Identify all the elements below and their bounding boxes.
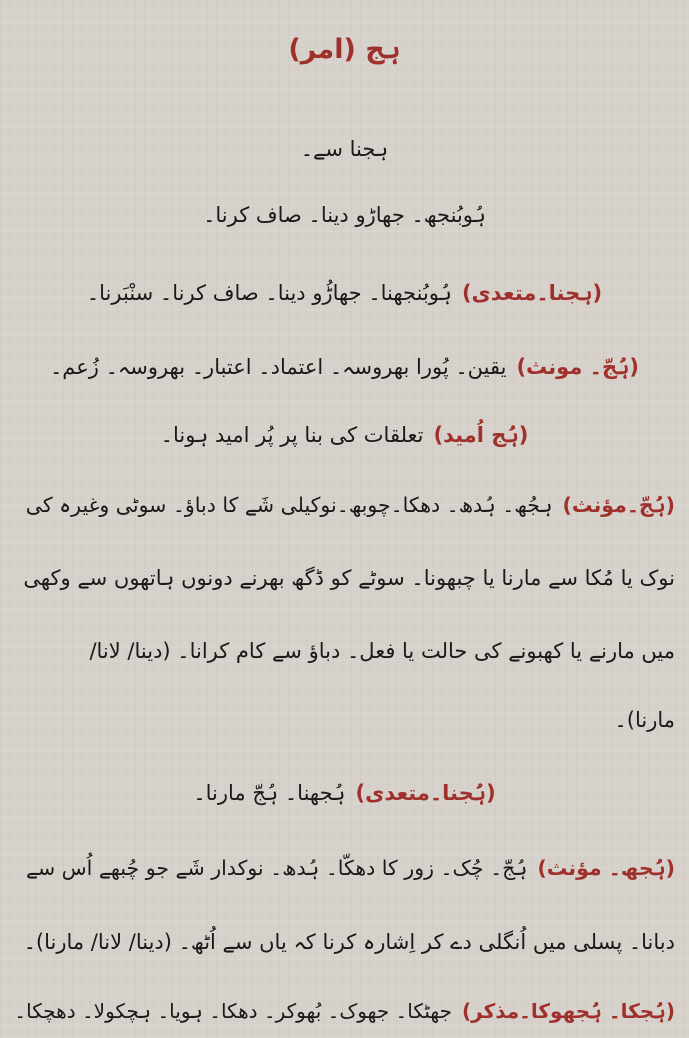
entry-hujh-line1 [14, 853, 675, 883]
entry-hujj-feminine [14, 352, 675, 382]
page-title: ہج (امر) [288, 34, 401, 65]
definition: جھٹکا۔ جھوک۔ بُھوکر۔ دھکا۔ ہویا۔ ہچکولا۔ دھچکا۔ [14, 999, 453, 1023]
entry-hujj-muannas-line1 [14, 490, 675, 520]
headword: (ہجنا۔متعدی) [461, 281, 603, 305]
definition: یقین۔ پُورا بھروسہ۔ اعتماد۔ اعتبار۔ بھروسہ۔ زُعم۔ [49, 355, 507, 379]
entry-hajna-transitive [14, 278, 675, 308]
entry-hujna-transitive [14, 778, 675, 808]
entry-hujka-masculine [14, 996, 675, 1026]
headword: (ہُجّ۔مؤنث) [562, 493, 675, 517]
headword: (ہُجّ۔ مونث) [516, 355, 639, 379]
entry-hujj-muannas-line2: نوک یا مُکا سے مارنا یا چبھونا۔ سوٹے کو ڈگھ بھرنے دونوں ہاتھوں سے وکھی [23, 566, 675, 590]
headword: (ہُجنا۔متعدی) [355, 781, 496, 805]
entry-hujj-muannas-line3: میں مارنے یا کھبونے کی حالت یا فعل۔ دباؤ سے کام کرانا۔ (دینا/ لانا/ [89, 639, 675, 663]
headword: (ہُج اُمید) [433, 423, 529, 447]
definition: ہُجھنا۔ ہُجّ مارنا۔ [193, 781, 346, 805]
definition: تعلقات کی بنا پر پُر امید ہونا۔ [160, 423, 424, 447]
entry-huj-umeed [14, 420, 675, 450]
entry-hujh-line2: دبانا۔ پسلی میں اُنگلی دے کر اِشارہ کرنا کہ یاں سے اُٹھ۔ (دینا/ لانا/ مارنا)۔ [23, 930, 675, 954]
entry-hujna-se: ہجنا سے۔ [300, 137, 389, 161]
definition: ہُوبُنجھنا۔ جھاڑُو دینا۔ صاف کرنا۔ سنْبَرنا۔ [86, 281, 452, 305]
entry-hubunjh: ہُوبُنجھ۔ جھاڑو دینا۔ صاف کرنا۔ [203, 203, 486, 227]
headword: (ہُجکا۔ ہُجھوکا۔مذکر) [462, 999, 675, 1023]
headword: (ہُجھ۔ مؤنث) [537, 856, 675, 880]
definition: ہُجّ۔ چُک۔ زور کا دھکّا۔ ہُدھ۔ نوکدار شَے جو چُبھے اُس سے [25, 856, 528, 880]
definition: ہجُھ۔ ہُدھ۔ دھکا۔چوبھ۔نوکیلی شَے کا دباؤ۔ سوٹی وغیرہ کی [25, 493, 553, 517]
entry-hujj-muannas-line4: مارنا)۔ [614, 708, 675, 732]
